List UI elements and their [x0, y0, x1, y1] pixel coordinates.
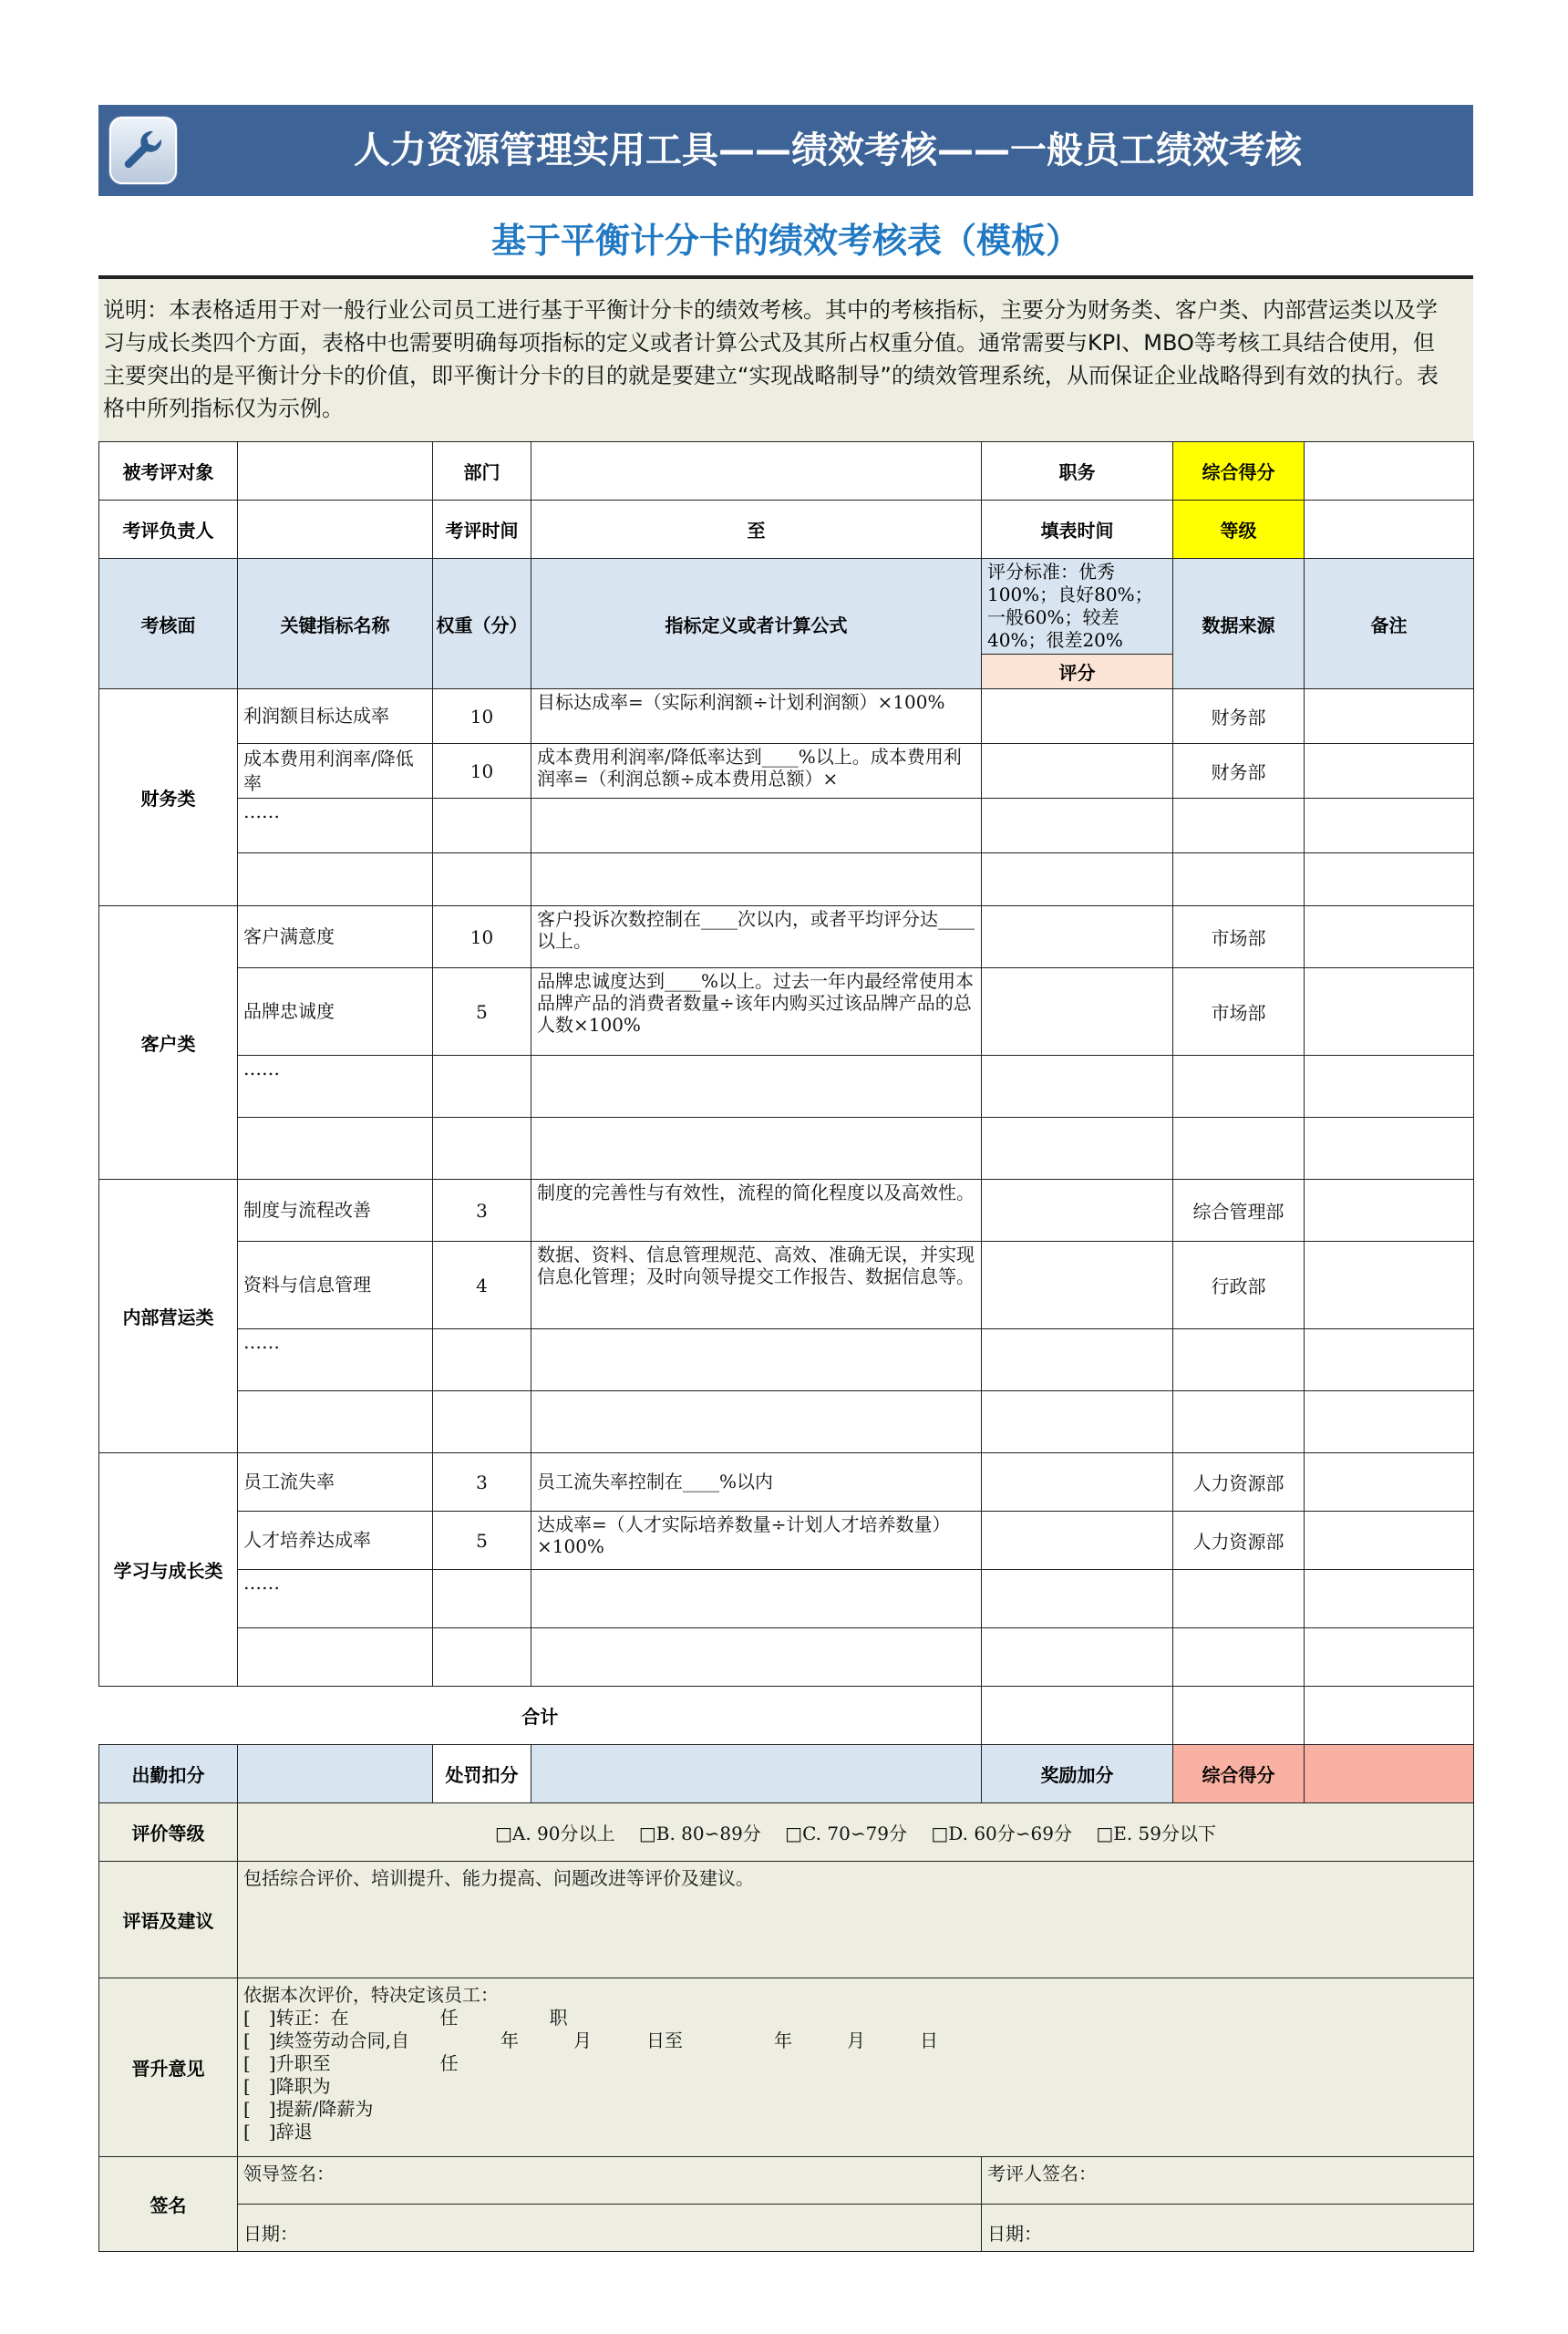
score-cell[interactable]	[982, 968, 1173, 1056]
table-row	[99, 1118, 1474, 1180]
kpi-definition[interactable]	[531, 1329, 982, 1391]
kpi-weight[interactable]	[433, 1118, 531, 1180]
remark-cell[interactable]	[1305, 1628, 1474, 1687]
evaluator-label: 考评负责人	[99, 501, 238, 559]
grade-label: 等级	[1173, 501, 1305, 559]
fill-time-label: 填表时间	[982, 501, 1173, 559]
table-row	[99, 744, 1474, 799]
col-weight: 权重（分）	[433, 559, 531, 689]
table-row	[99, 1056, 1474, 1118]
kpi-source: 财务部	[1173, 689, 1305, 744]
promotion-option-renew[interactable]: [ ]续签劳动合同,自 年 月 日至 年 月 日	[243, 2029, 938, 2051]
kpi-name: 员工流失率	[238, 1453, 433, 1512]
col-source: 数据来源	[1173, 559, 1305, 689]
kpi-definition: 制度的完善性与有效性，流程的简化程度以及高效性。	[531, 1180, 982, 1242]
kpi-definition[interactable]	[531, 1628, 982, 1687]
kpi-source: 综合管理部	[1173, 1180, 1305, 1242]
total-label: 合计	[99, 1687, 982, 1745]
signature-label: 签名	[99, 2157, 238, 2252]
kpi-weight: 4	[433, 1242, 531, 1329]
attendance-label: 出勤扣分	[99, 1745, 238, 1803]
kpi-name: 客户满意度	[238, 906, 433, 968]
kpi-source[interactable]	[1173, 1391, 1305, 1453]
kpi-definition[interactable]	[531, 1056, 982, 1118]
col-definition: 指标定义或者计算公式	[531, 559, 982, 689]
remark-cell[interactable]	[1305, 1329, 1474, 1391]
kpi-name[interactable]	[238, 1118, 433, 1180]
kpi-definition: 客户投诉次数控制在____次以内，或者平均评分达____以上。	[531, 906, 982, 968]
kpi-weight[interactable]	[433, 1329, 531, 1391]
remark-cell[interactable]	[1305, 1056, 1474, 1118]
kpi-weight: 10	[433, 689, 531, 744]
remark-cell[interactable]	[1305, 1118, 1474, 1180]
promotion-field[interactable]	[238, 1978, 1474, 2157]
kpi-weight: 3	[433, 1180, 531, 1242]
score-cell[interactable]	[982, 799, 1173, 853]
evaluator-signature-field[interactable]: 考评人签名：	[982, 2157, 1474, 2205]
evaluator-date-field[interactable]: 日期：	[982, 2205, 1474, 2252]
score-cell[interactable]	[982, 853, 1173, 906]
kpi-source[interactable]	[1173, 1329, 1305, 1391]
score-cell[interactable]	[982, 1180, 1173, 1242]
criteria-text: 评分标准：优秀100%；良好80%；一般60%；较差40%；很差20%	[987, 561, 1153, 651]
overall-score-field[interactable]	[1305, 442, 1474, 501]
kpi-definition: 成本费用利润率/降低率达到____%以上。成本费用利润率=（利润总额÷成本费用总额）×	[531, 744, 982, 799]
evaluator-field[interactable]	[238, 501, 433, 559]
remark-cell[interactable]	[1305, 689, 1474, 744]
kpi-source: 财务部	[1173, 744, 1305, 799]
kpi-weight: 10	[433, 744, 531, 799]
grade-scale-options[interactable]: □A. 90分以上 □B. 80∽89分 □C. 70∽79分 □D. 60分∽69分 □E. 59分以下	[238, 1803, 1474, 1862]
table-row	[99, 1512, 1474, 1570]
total-source-cell[interactable]	[1173, 1687, 1305, 1745]
kpi-weight[interactable]	[433, 1391, 531, 1453]
table-row	[99, 968, 1474, 1056]
kpi-source[interactable]	[1173, 1628, 1305, 1687]
remark-cell[interactable]	[1305, 968, 1474, 1056]
kpi-definition: 数据、资料、信息管理规范、高效、准确无误，并实现信息化管理；及时向领导提交工作报告、数据信息等。	[531, 1242, 982, 1329]
kpi-name[interactable]	[238, 1391, 433, 1453]
kpi-name: 制度与流程改善	[238, 1180, 433, 1242]
total-score-cell[interactable]	[982, 1687, 1173, 1745]
grade-scale-label: 评价等级	[99, 1803, 238, 1862]
wrench-icon	[109, 117, 177, 184]
table-row	[99, 1570, 1474, 1628]
kpi-name: 人才培养达成率	[238, 1512, 433, 1570]
promotion-label: 晋升意见	[99, 1978, 238, 2157]
kpi-name: 利润额目标达成率	[238, 689, 433, 744]
remark-cell[interactable]	[1305, 1512, 1474, 1570]
kpi-source: 人力资源部	[1173, 1512, 1305, 1570]
penalty-label: 处罚扣分	[433, 1745, 531, 1803]
kpi-weight[interactable]	[433, 1056, 531, 1118]
period-label: 考评时间	[433, 501, 531, 559]
remark-cell[interactable]	[1305, 799, 1474, 853]
kpi-definition: 品牌忠诚度达到____%以上。过去一年内最经常使用本品牌产品的消费者数量÷该年内购买过该品牌产品的总人数×100%	[531, 968, 982, 1056]
banner-title: 人力资源管理实用工具——绩效考核——一般员工绩效考核	[354, 129, 1302, 171]
kpi-name: ……	[238, 799, 433, 853]
table-row	[99, 799, 1474, 853]
promotion-option-promote[interactable]: [ ]升职至 任	[243, 2052, 459, 2074]
kpi-name: ……	[238, 1056, 433, 1118]
section-customer: 客户类	[99, 906, 238, 1180]
kpi-source[interactable]	[1173, 1056, 1305, 1118]
subject-label: 被考评对象	[99, 442, 238, 501]
kpi-name: ……	[238, 1329, 433, 1391]
col-aspect: 考核面	[99, 559, 238, 689]
kpi-source: 行政部	[1173, 1242, 1305, 1329]
kpi-weight: 10	[433, 906, 531, 968]
table-row	[99, 689, 1474, 744]
dept-field[interactable]	[531, 442, 982, 501]
kpi-source[interactable]	[1173, 799, 1305, 853]
section-learning: 学习与成长类	[99, 1453, 238, 1687]
kpi-name[interactable]	[238, 853, 433, 906]
period-field[interactable]: 至	[531, 501, 982, 559]
kpi-definition[interactable]	[531, 1570, 982, 1628]
kpi-source: 市场部	[1173, 968, 1305, 1056]
kpi-weight: 5	[433, 968, 531, 1056]
penalty-field[interactable]	[531, 1745, 982, 1803]
score-cell[interactable]	[982, 1329, 1173, 1391]
section-operations: 内部营运类	[99, 1180, 238, 1453]
leader-signature-field[interactable]: 领导签名：	[238, 2157, 982, 2205]
table-row	[99, 1453, 1474, 1512]
bonus-label: 奖励加分	[982, 1745, 1173, 1803]
kpi-name: ……	[238, 1570, 433, 1628]
kpi-weight: 5	[433, 1512, 531, 1570]
kpi-source[interactable]	[1173, 853, 1305, 906]
kpi-definition[interactable]	[531, 799, 982, 853]
final-score-label: 综合得分	[1173, 1745, 1305, 1803]
description: 说明：本表格适用于对一般行业公司员工进行基于平衡计分卡的绩效考核。其中的考核指标，主要分为财务类、客户类、内部营运类以及学习与成长类四个方面，表格中也需要明确每项指标的定义或者计算公式及其所占权重分值。通常需要与KPI、MBO等考核工具结合使用，但主要突出的是平衡计分卡的价值，即平衡计分卡的目的就是要建立“实现战略制导”的绩效管理系统，从而保证企业战略得到有效的执行。表格中所列指标仅为示例。	[98, 279, 1473, 441]
remark-cell[interactable]	[1305, 1180, 1474, 1242]
kpi-weight[interactable]	[433, 799, 531, 853]
promotion-option-dismiss[interactable]: [ ]辞退	[243, 2121, 313, 2143]
score-cell[interactable]	[982, 1391, 1173, 1453]
promotion-option-demote[interactable]: [ ]降职为	[243, 2075, 331, 2097]
table-row	[99, 853, 1474, 906]
kpi-source[interactable]	[1173, 1118, 1305, 1180]
remark-cell[interactable]	[1305, 853, 1474, 906]
score-cell[interactable]	[982, 689, 1173, 744]
kpi-name: 成本费用利润率/降低率	[238, 744, 433, 799]
comments-field[interactable]: 包括综合评价、培训提升、能力提高、问题改进等评价及建议。	[238, 1862, 1474, 1978]
table-row	[99, 906, 1474, 968]
score-cell[interactable]	[982, 744, 1173, 799]
score-cell[interactable]	[982, 1242, 1173, 1329]
remark-cell[interactable]	[1305, 1242, 1474, 1329]
dept-label: 部门	[433, 442, 531, 501]
position-label: 职务	[982, 442, 1173, 501]
col-criteria	[982, 559, 1173, 655]
overall-score-label: 综合得分	[1173, 442, 1305, 501]
form-title: 基于平衡计分卡的绩效考核表（模板）	[490, 221, 1080, 261]
col-remark: 备注	[1305, 559, 1474, 689]
final-score-field[interactable]	[1305, 1745, 1474, 1803]
score-cell[interactable]	[982, 1453, 1173, 1512]
kpi-weight: 3	[433, 1453, 531, 1512]
attendance-field[interactable]	[238, 1745, 433, 1803]
kpi-weight[interactable]	[433, 853, 531, 906]
remark-cell[interactable]	[1305, 1570, 1474, 1628]
remark-cell[interactable]	[1305, 906, 1474, 968]
total-remark-cell[interactable]	[1305, 1687, 1474, 1745]
kpi-source[interactable]	[1173, 1570, 1305, 1628]
col-kpi: 关键指标名称	[238, 559, 433, 689]
kpi-definition[interactable]	[531, 853, 982, 906]
evaluation-table	[98, 441, 1474, 2252]
section-finance: 财务类	[99, 689, 238, 906]
remark-cell[interactable]	[1305, 1453, 1474, 1512]
promotion-intro: 依据本次评价，特决定该员工：	[243, 1984, 499, 2006]
kpi-name: 品牌忠诚度	[238, 968, 433, 1056]
subject-field[interactable]	[238, 442, 433, 501]
col-score: 评分	[982, 655, 1173, 689]
kpi-definition: 目标达成率=（实际利润额÷计划利润额）×100%	[531, 689, 982, 744]
promotion-option-confirm[interactable]: [ ]转正：在 任 职	[243, 2007, 568, 2029]
table-row	[99, 1391, 1474, 1453]
kpi-definition: 员工流失率控制在____%以内	[531, 1453, 982, 1512]
table-row	[99, 1628, 1474, 1687]
table-row	[99, 1242, 1474, 1329]
score-cell[interactable]	[982, 1056, 1173, 1118]
score-cell[interactable]	[982, 1570, 1173, 1628]
promotion-option-salary[interactable]: [ ]提薪/降薪为	[243, 2098, 374, 2120]
remark-cell[interactable]	[1305, 1391, 1474, 1453]
kpi-source: 人力资源部	[1173, 1453, 1305, 1512]
leader-date-field[interactable]: 日期：	[238, 2205, 982, 2252]
table-row	[99, 1180, 1474, 1242]
remark-cell[interactable]	[1305, 744, 1474, 799]
comments-label: 评语及建议	[99, 1862, 238, 1978]
grade-field[interactable]	[1305, 501, 1474, 559]
score-cell[interactable]	[982, 906, 1173, 968]
kpi-definition: 达成率=（人才实际培养数量÷计划人才培养数量）×100%	[531, 1512, 982, 1570]
kpi-definition[interactable]	[531, 1391, 982, 1453]
table-row	[99, 1329, 1474, 1391]
kpi-weight[interactable]	[433, 1570, 531, 1628]
score-cell[interactable]	[982, 1512, 1173, 1570]
kpi-name[interactable]	[238, 1628, 433, 1687]
kpi-weight[interactable]	[433, 1628, 531, 1687]
kpi-definition[interactable]	[531, 1118, 982, 1180]
score-cell[interactable]	[982, 1118, 1173, 1180]
kpi-name: 资料与信息管理	[238, 1242, 433, 1329]
kpi-source: 市场部	[1173, 906, 1305, 968]
score-cell[interactable]	[982, 1628, 1173, 1687]
